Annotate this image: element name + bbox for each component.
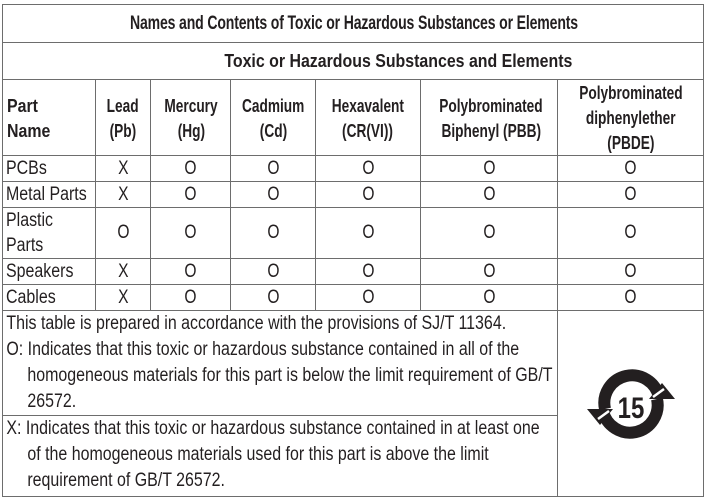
part-name-cell [3, 208, 96, 259]
value-cell [151, 259, 231, 285]
table-row [3, 259, 704, 285]
table-subtitle-text: Toxic or Hazardous Substances and Elements [223, 50, 573, 71]
value-cell [316, 208, 421, 259]
value-cell [96, 156, 151, 182]
value-text: X [117, 286, 129, 308]
value-cell [96, 208, 151, 259]
note-x-container [3, 416, 552, 494]
header-mercury-line1: Mercury [163, 94, 218, 116]
value-cell [558, 182, 704, 208]
header-hexavalent-line2: (CR(VI)) [342, 119, 394, 141]
value-cell [96, 182, 151, 208]
value-text: O [184, 183, 197, 205]
value-text: O [266, 260, 280, 282]
notes-row-o [3, 311, 704, 416]
part-name-text: Metal Parts [6, 184, 87, 205]
part-name-text: Plastic Parts [6, 210, 54, 256]
value-text: O [266, 222, 280, 243]
header-part-name-text: Part Name [7, 94, 51, 141]
value-cell [151, 182, 231, 208]
header-cadmium-line2: (Cd) [259, 119, 287, 141]
value-cell [96, 285, 151, 311]
header-hexavalent [316, 80, 421, 156]
value-cell [558, 156, 704, 182]
header-mercury-line2: (Hg) [176, 119, 205, 141]
value-cell [421, 182, 558, 208]
value-text: O [266, 183, 280, 205]
header-part-name [3, 80, 96, 156]
logo-number: 15 [617, 389, 644, 425]
table-title-text: Names and Contents of Toxic or Hazardous Substances or Elements [129, 12, 578, 34]
value-text: O [624, 260, 637, 282]
value-text: O [184, 222, 197, 243]
header-lead-line1: Lead [107, 94, 139, 116]
header-pbde-line3: (PBDE) [606, 132, 655, 153]
header-row [3, 80, 704, 156]
value-text: X [117, 183, 129, 205]
value-cell [421, 156, 558, 182]
value-text: O [624, 222, 637, 243]
environment-friendly-use-period-icon [583, 363, 679, 445]
header-pbb [421, 80, 558, 156]
value-cell [316, 182, 421, 208]
value-cell [316, 259, 421, 285]
value-text: X [117, 260, 129, 282]
table-row [3, 208, 704, 259]
value-text: O [184, 260, 197, 282]
value-cell [558, 259, 704, 285]
value-text: O [361, 157, 375, 179]
value-text: O [361, 260, 375, 282]
header-pbde [558, 80, 704, 156]
header-cadmium [231, 80, 316, 156]
header-mercury [151, 80, 231, 156]
value-text: O [266, 157, 280, 179]
value-text: O [624, 183, 637, 205]
hazardous-substances-table [2, 4, 704, 497]
value-text: O [266, 286, 280, 308]
table-title [52, 5, 655, 43]
header-cadmium-line1: Cadmium [241, 94, 305, 116]
value-cell [421, 259, 558, 285]
part-name-text: Speakers [6, 261, 74, 282]
header-pbb-line2: Biphenyl (PBB) [441, 119, 541, 141]
value-cell [231, 208, 316, 259]
value-text: O [482, 157, 496, 179]
value-text: O [482, 286, 496, 308]
value-text: O [184, 286, 197, 308]
header-pbb-line1: Polybrominated [439, 94, 543, 116]
header-lead-line2: (Pb) [109, 119, 137, 141]
value-text: O [361, 286, 375, 308]
note-cell-x [3, 416, 558, 497]
part-name-text: Cables [6, 287, 56, 308]
value-cell [231, 182, 316, 208]
value-cell [421, 208, 558, 259]
value-cell [96, 259, 151, 285]
value-cell [151, 156, 231, 182]
table-row [3, 285, 704, 311]
value-text: O [361, 183, 375, 205]
header-hexavalent-line1: Hexavalent [331, 94, 405, 116]
rohs-disclosure-table-container [2, 4, 702, 494]
header-pbde-line2: diphenylether [585, 107, 676, 128]
part-name-text: PCBs [6, 158, 47, 179]
value-text: O [482, 260, 496, 282]
part-name-cell [3, 285, 96, 311]
header-pbde-line1: Polybrominated [578, 82, 683, 103]
table-row [3, 182, 704, 208]
value-cell [421, 285, 558, 311]
logo-cell [558, 311, 704, 497]
value-text: O [482, 222, 496, 243]
o-legend-note: O: Indicates that this toxic or hazardous substance contained in all of the homogeneous materials for this part is below the limit requirement of GB/T 26572. [6, 339, 553, 412]
value-cell [151, 208, 231, 259]
value-cell [558, 285, 704, 311]
value-cell [316, 285, 421, 311]
value-cell [231, 156, 316, 182]
part-name-cell [3, 156, 96, 182]
value-text: O [624, 286, 637, 308]
provision-note: This table is prepared in accordance with the provisions of SJ/T 11364. [6, 313, 507, 334]
value-text: X [117, 157, 129, 179]
value-text: O [184, 157, 197, 179]
part-name-cell [3, 182, 96, 208]
table-row [3, 156, 704, 182]
value-cell [151, 285, 231, 311]
header-lead [96, 80, 151, 156]
note-o-container [3, 311, 552, 415]
value-text: O [116, 222, 130, 243]
value-cell [558, 208, 704, 259]
note-cell-o [3, 311, 558, 416]
value-cell [231, 259, 316, 285]
part-name-cell [3, 259, 96, 285]
value-text: O [482, 183, 496, 205]
table-subtitle [3, 43, 704, 80]
value-cell [316, 156, 421, 182]
value-cell [231, 285, 316, 311]
value-text: O [361, 222, 375, 243]
x-legend-note: X: Indicates that this toxic or hazardous substance contained in at least one of the homogeneous materials used for this part is above the limit requirement of GB/T 26572. [6, 418, 540, 491]
value-text: O [624, 157, 637, 179]
